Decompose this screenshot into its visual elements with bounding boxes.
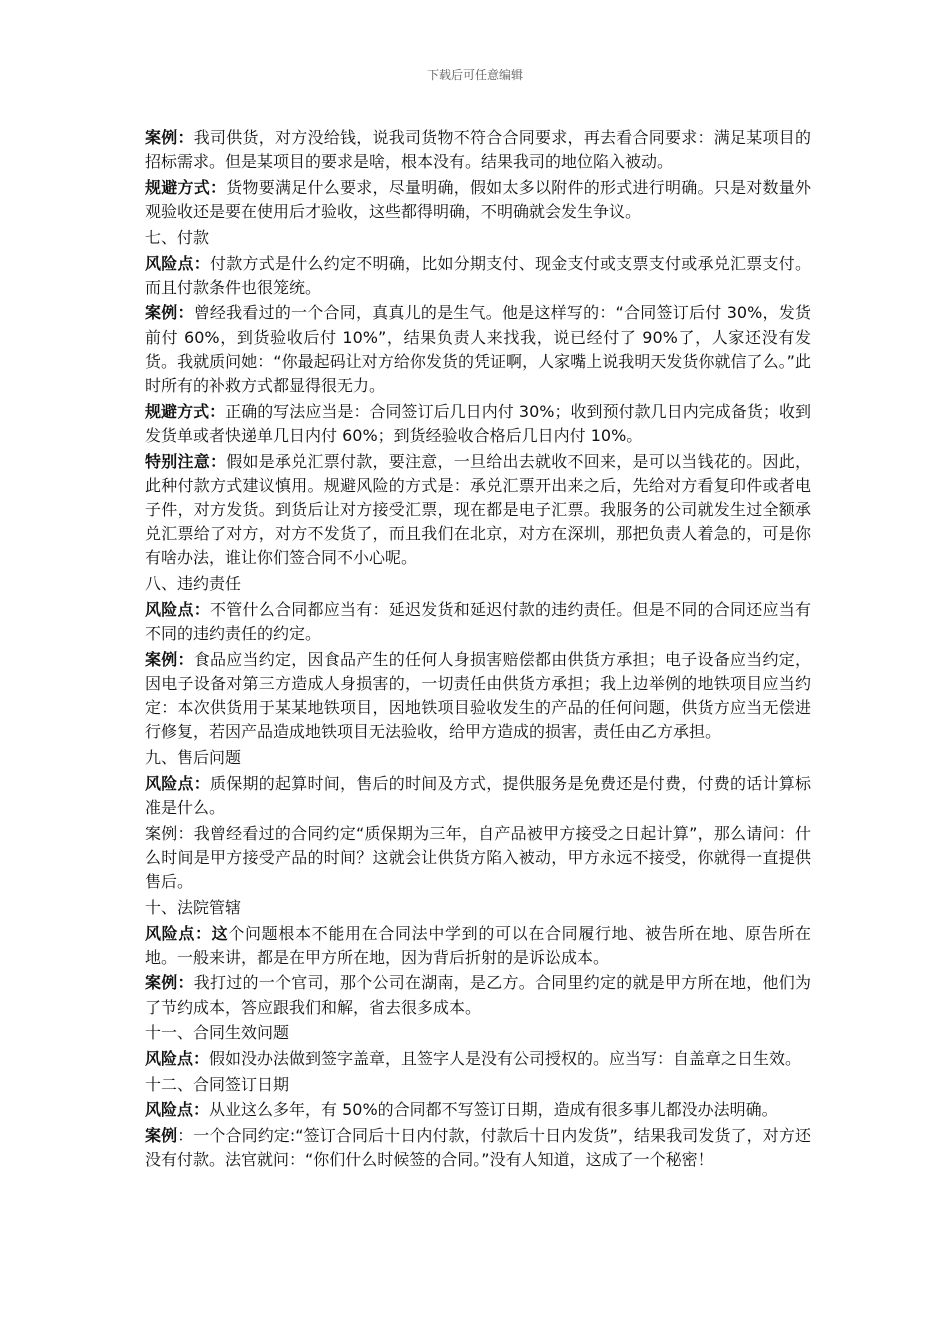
paragraph-label: 风险点： [145, 599, 210, 619]
paragraph [145, 598, 811, 646]
paragraph-text: 质保期的起算时间，售后的时间及方式，提供服务是免费还是付费，付费的话计算标准是什么。 [145, 773, 811, 817]
section-heading: 八、违约责任 [145, 574, 242, 594]
paragraph-label: 案例： [145, 649, 194, 669]
paragraph-label: 案例： [145, 973, 194, 993]
paragraph [145, 301, 811, 398]
paragraph [145, 1098, 811, 1122]
paragraph [145, 450, 811, 571]
paragraph [145, 648, 811, 745]
paragraph [145, 126, 811, 174]
paragraph [145, 772, 811, 820]
paragraph-text: 付款方式是什么约定不明确，比如分期支付、现金支付或支票支付或承兑汇票支付。而且付款条件也很笼统。 [145, 253, 811, 297]
paragraph-label: 风险点： [145, 1049, 210, 1069]
section-heading: 七、付款 [145, 227, 210, 247]
section-heading: 十一、合同生效问题 [145, 1023, 290, 1043]
paragraph [145, 400, 811, 448]
paragraph-text: 我打过的一个官司，那个公司在湖南，是乙方。合同里约定的就是甲方所在地，他们为了节约成本，答应跟我们和解，省去很多成本。 [145, 973, 811, 1017]
paragraph-text: 货物要满足什么要求，尽量明确，假如太多以附件的形式进行明确。只是对数量外观验收还是要在使用后才验收，这些都得明确，不明确就会发生争议。 [145, 177, 811, 222]
paragraph-label: 风险点： [145, 773, 210, 793]
paragraph-text: 个问题根本不能用在合同法中学到的可以在合同履行地、被告所在地、原告所在地。一般来讲，都是在甲方所在地，因为背后折射的是诉讼成本。 [145, 923, 811, 967]
section-heading: 九、售后问题 [145, 748, 242, 768]
paragraph-text: 假如是承兑汇票付款，要注意，一旦给出去就收不回来，是可以当钱花的。因此，此种付款方式建议慎用。规避风险的方式是：承兑汇票开出来之后，先给对方看复印件或者电子件，对方发货。到货后让对方接受汇票，现在都是电子汇票。我服务的公司就发生过全额承兑汇票给了对方，对方不发货了，而且我们在北京，对方在深圳，那把负责人着急的，可是你有啥办法，谁让你们签合同不小心呢。 [145, 451, 811, 568]
paragraph-text: ：一个合同约定:“签订合同后十日内付款，付款后十日内发货”，结果我司发货了，对方还没有付款。法官就问：“你们什么时候签的合同。”没有人知道，这成了一个秘密！ [145, 1126, 811, 1170]
paragraph-text: 不管什么合同都应当有：延迟发货和延迟付款的违约责任。但是不同的合同还应当有不同的违约责任的约定。 [145, 599, 811, 644]
paragraph [145, 822, 811, 895]
paragraph-text: 正确的写法应当是：合同签订后几日内付 30%；收到预付款几日内完成备货；收到发货单或者快递单几日内付 60%；到货经验收合格后几日内付 10%。 [145, 401, 811, 445]
paragraph-label: 风险点：这 [145, 923, 229, 943]
paragraph-text: 从业这么多年，有 50%的合同都不写签订日期，造成有很多事儿都没办法明确。 [209, 1100, 778, 1120]
paragraph-text: 假如没办法做到签字盖章，且签字人是没有公司授权的。应当写：自盖章之日生效。 [209, 1049, 802, 1069]
paragraph [145, 252, 811, 300]
paragraph-label: 风险点： [145, 253, 210, 273]
paragraph [145, 922, 811, 970]
paragraph [145, 1124, 811, 1172]
paragraph-text: 我司供货，对方没给钱，说我司货物不符合合同要求，再去看合同要求：满足某项目的招标需求。但是某项目的要求是啥，根本没有。结果我司的地位陷入被动。 [145, 128, 811, 172]
paragraph-label: 风险点： [145, 1100, 210, 1120]
paragraph-label: 案例 [145, 1126, 178, 1146]
paragraph-label: 案例： [145, 303, 194, 323]
paragraph [145, 176, 811, 224]
paragraph-label: 特别注意： [145, 451, 227, 471]
paragraph-text: 案例：我曾经看过的合同约定“质保期为三年，自产品被甲方接受之日起计算”，那么请问：什么时间是甲方接受产品的时间？这就会让供货方陷入被动，甲方永远不接受，你就得一直提供售后。 [145, 823, 811, 892]
paragraph-label: 规避方式： [145, 177, 227, 197]
section-heading: 十二、合同签订日期 [145, 1074, 290, 1094]
document-body [145, 126, 811, 1174]
paragraph [145, 971, 811, 1019]
paragraph-label: 案例： [145, 128, 194, 147]
paragraph-text: 食品应当约定，因食品产生的任何人身损害赔偿都由供货方承担；电子设备应当约定，因电子设备对第三方造成人身损害的，一切责任由供货方承担；我上边举例的地铁项目应当约定：本次供货用于某某地铁项目，因地铁项目验收发生的产品的任何问题，供货方应当无偿进行修复，若因产品造成地铁项目无法验收，给甲方造成的损害，责任由乙方承担。 [145, 649, 811, 742]
section-heading: 十、法院管辖 [145, 897, 242, 917]
paragraph-label: 规避方式： [145, 401, 226, 421]
paragraph-text: 曾经我看过的一个合同，真真儿的是生气。他是这样写的：“合同签订后付 30%，发货前付 60%，到货验收后付 10%”，结果负责人来找我，说已经付了 90%了，人家还没有发货。我就质问她：“你最起码让对方给你发货的凭证啊，人家嘴上说我明天发货你就信了么。”此时所有的补救方式都显得很无力。 [145, 303, 811, 396]
paragraph [145, 1047, 811, 1071]
page-header: 下载后可任意编辑 [426, 68, 523, 82]
